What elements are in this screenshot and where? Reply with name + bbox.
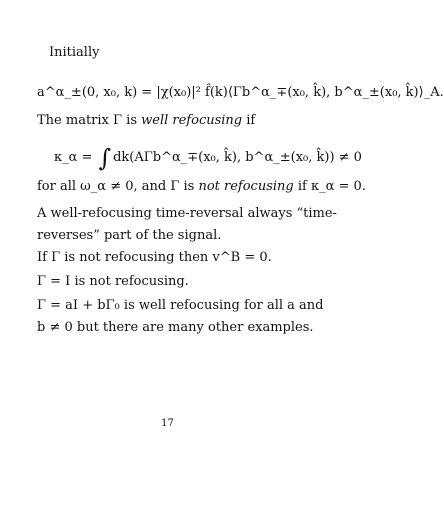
page-number: 17 <box>161 418 174 429</box>
definition-suffix: if <box>242 113 256 128</box>
well-refocusing-emphasis: well refocusing <box>141 113 243 128</box>
condition-suffix: if κ_α = 0. <box>293 179 366 194</box>
refocusing-implication: If Γ is not refocusing then v^B = 0. <box>37 250 272 265</box>
definition-prefix: The matrix Γ is <box>37 113 142 128</box>
time-reversal-sentence-line1: A well-refocusing time-reversal always “time- <box>37 206 337 221</box>
equation-initial-amplitude: a^α_±(0, x₀, k) = |χ(x₀)|² f̂(k)⟨Γb^α_∓(x₀, k̂), b^α_±(x₀, k̂)⟩_A. <box>37 85 444 100</box>
not-refocusing-emphasis: not refocusing <box>198 179 294 194</box>
equation-kappa <box>54 144 362 172</box>
initially-text: Initially <box>49 45 100 60</box>
kappa-lhs: κ_α = <box>54 150 97 165</box>
kappa-rhs: dk(AΓb^α_∓(x₀, k̂), b^α_±(x₀, k̂)) ≠ 0 <box>113 150 362 165</box>
example-line2: b ≠ 0 but there are many other examples. <box>37 320 314 335</box>
time-reversal-sentence-line2: reverses” part of the signal. <box>37 228 222 243</box>
well-refocusing-definition <box>37 113 255 129</box>
identity-not-refocusing: Γ = I is not refocusing. <box>37 274 189 289</box>
integral-sign: ∫ <box>98 144 112 172</box>
condition-prefix: for all ω_α ≠ 0, and Γ is <box>37 179 199 194</box>
not-refocusing-definition <box>37 179 366 195</box>
example-line1: Γ = aI + bΓ₀ is well refocusing for all a and <box>37 298 324 313</box>
